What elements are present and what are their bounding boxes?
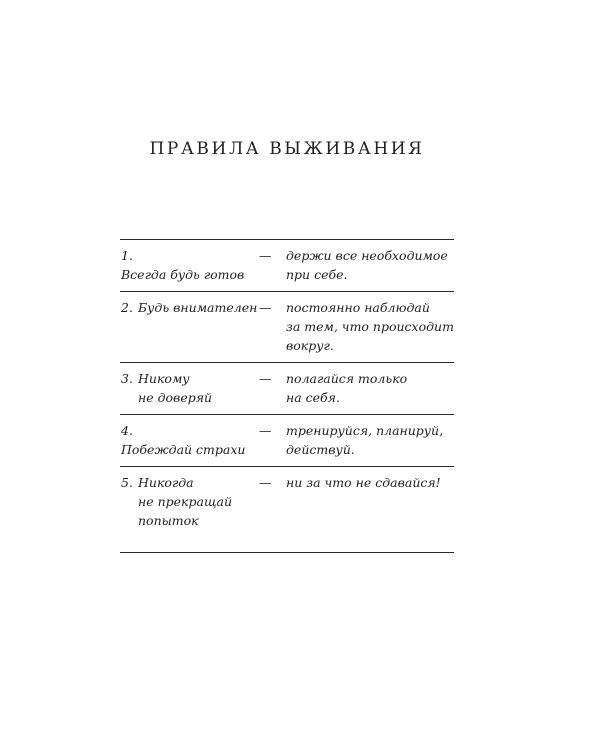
rule-name-cell: [120, 467, 259, 553]
rule-name-cell: [120, 292, 259, 363]
rule-number: 2.: [121, 300, 133, 315]
rule-dash: —: [259, 292, 286, 363]
rule-description: [286, 292, 454, 363]
rule-description-text: держи все необходимое при себе.: [286, 248, 448, 282]
rule-dash: —: [259, 240, 286, 292]
survival-rules-table: [120, 239, 454, 553]
rule-dash: —: [259, 467, 286, 553]
rule-description: [286, 415, 454, 467]
rule-dash: —: [259, 415, 286, 467]
rule-number: 3.: [121, 371, 133, 386]
rule-name-cell: [120, 415, 259, 467]
rule-name: Будь внимателен: [138, 300, 258, 315]
rule-number: 5.: [121, 475, 133, 490]
table-row: [120, 467, 454, 553]
rule-number: 1.: [121, 248, 133, 263]
rule-description-text: полагайся только на себя.: [286, 371, 408, 405]
table-row: [120, 363, 454, 415]
rule-name: Никому не доверяй: [138, 371, 213, 405]
rule-description-text: постоянно наблюдай за тем, что происходит вокруг.: [286, 300, 454, 353]
table-row: [120, 292, 454, 363]
rule-name: Никогда не прекращай попыток: [138, 475, 232, 528]
rule-name: Всегда будь готов: [121, 267, 245, 282]
rule-description-text: ни за что не сдавайся!: [286, 475, 441, 490]
rule-description: [286, 363, 454, 415]
rule-name-cell: [120, 240, 259, 292]
page-title: ПРАВИЛА ВЫЖИВАНИЯ: [149, 139, 425, 160]
rule-description-text: тренируйся, планируй, действуй.: [286, 423, 444, 457]
rule-number: 4.: [121, 423, 133, 438]
table-row: [120, 240, 454, 292]
table-row: [120, 415, 454, 467]
rule-name-cell: [120, 363, 259, 415]
rule-name: Побеждай страхи: [121, 442, 246, 457]
rule-description: [286, 467, 454, 553]
rule-description: [286, 240, 454, 292]
rule-dash: —: [259, 363, 286, 415]
